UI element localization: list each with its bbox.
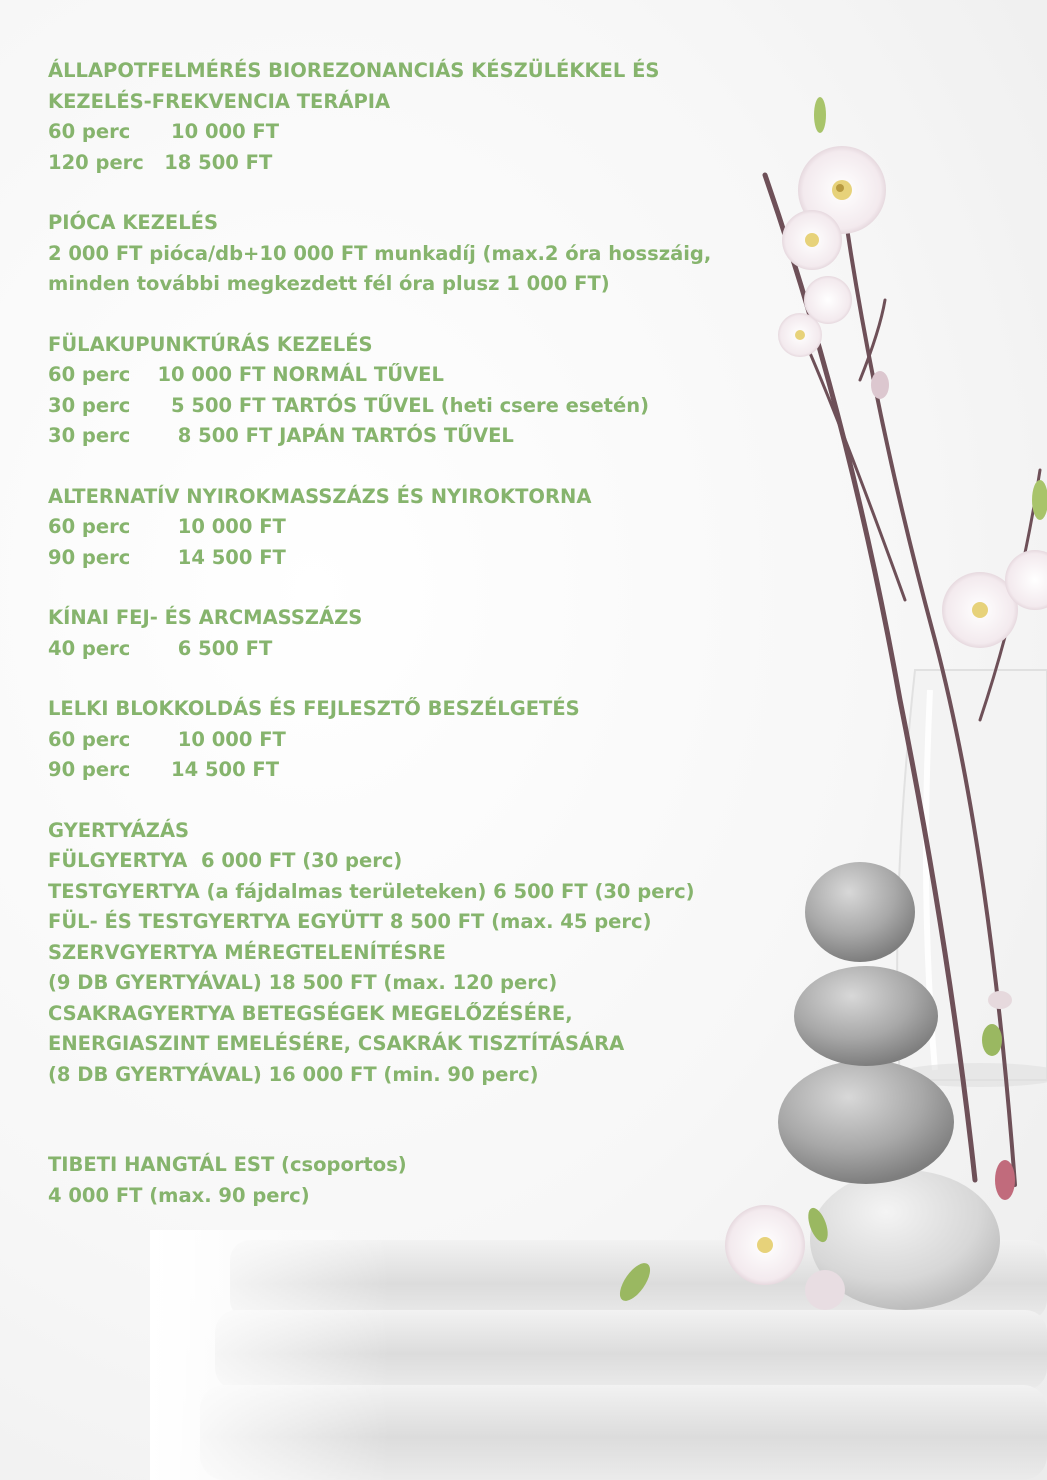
price-section bbox=[48, 330, 788, 452]
price-section bbox=[48, 482, 788, 574]
price-list bbox=[48, 56, 788, 1241]
section-title: TIBETI HANGTÁL EST (csoportos) bbox=[48, 1153, 407, 1176]
section-title: KÍNAI FEJ- ÉS ARCMASSZÁZS bbox=[48, 606, 363, 629]
price-line: 2 000 FT pióca/db+10 000 FT munkadíj (max.2 óra hosszáig, bbox=[48, 241, 712, 265]
section-title: PIÓCA KEZELÉS bbox=[48, 211, 218, 234]
section-title: KEZELÉS-FREKVENCIA TERÁPIA bbox=[48, 89, 391, 113]
price-line: 60 perc 10 000 FT bbox=[48, 727, 286, 751]
price-section bbox=[48, 1150, 788, 1211]
section-title: LELKI BLOKKOLDÁS ÉS FEJLESZTŐ BESZÉLGETÉS bbox=[48, 697, 580, 720]
price-line: TESTGYERTYA (a fájdalmas területeken) 6 500 FT (30 perc) bbox=[48, 879, 695, 903]
price-line: FÜL- ÉS TESTGYERTYA EGYÜTT 8 500 FT (max. 45 perc) bbox=[48, 910, 652, 933]
price-section bbox=[48, 694, 788, 786]
price-line: 60 perc 10 000 FT bbox=[48, 515, 286, 538]
section-title: FÜLAKUPUNKTÚRÁS KEZELÉS bbox=[48, 332, 373, 356]
price-line: 60 perc 10 000 FT bbox=[48, 120, 280, 143]
price-line: 4 000 FT (max. 90 perc) bbox=[48, 1183, 310, 1207]
price-section bbox=[48, 56, 788, 178]
price-line: 120 perc 18 500 FT bbox=[48, 150, 273, 174]
price-line: SZERVGYERTYA MÉREGTELENÍTÉSRE bbox=[48, 940, 446, 964]
section-title: GYERTYÁZÁS bbox=[48, 818, 190, 842]
price-line: CSAKRAGYERTYA BETEGSÉGEK MEGELŐZÉSÉRE, bbox=[48, 1001, 573, 1025]
price-line: FÜLGYERTYA 6 000 FT (30 perc) bbox=[48, 849, 403, 872]
price-section bbox=[48, 603, 788, 664]
price-line: 90 perc 14 500 FT bbox=[48, 545, 286, 569]
section-title: ALTERNATÍV NYIROKMASSZÁZS ÉS NYIROKTORNA bbox=[48, 484, 592, 508]
section-title: ÁLLAPOTFELMÉRÉS BIOREZONANCIÁS KÉSZÜLÉKKEL ÉS bbox=[48, 59, 660, 82]
price-line: ENERGIASZINT EMELÉSÉRE, CSAKRÁK TISZTÍTÁSÁRA bbox=[48, 1032, 625, 1055]
price-line: 40 perc 6 500 FT bbox=[48, 636, 273, 660]
price-line: 60 perc 10 000 FT NORMÁL TŰVEL bbox=[48, 363, 444, 386]
price-line: (9 DB GYERTYÁVAL) 18 500 FT (max. 120 perc) bbox=[48, 971, 558, 994]
price-line: 30 perc 5 500 FT TARTÓS TŰVEL (heti csere esetén) bbox=[48, 393, 650, 417]
price-line: minden további megkezdett fél óra plusz 1 000 FT) bbox=[48, 272, 610, 295]
price-line: 30 perc 8 500 FT JAPÁN TARTÓS TŰVEL bbox=[48, 424, 514, 447]
price-section bbox=[48, 208, 788, 300]
price-line: 90 perc 14 500 FT bbox=[48, 758, 280, 781]
price-section bbox=[48, 816, 788, 1091]
price-line: (8 DB GYERTYÁVAL) 16 000 FT (min. 90 perc) bbox=[48, 1062, 539, 1086]
